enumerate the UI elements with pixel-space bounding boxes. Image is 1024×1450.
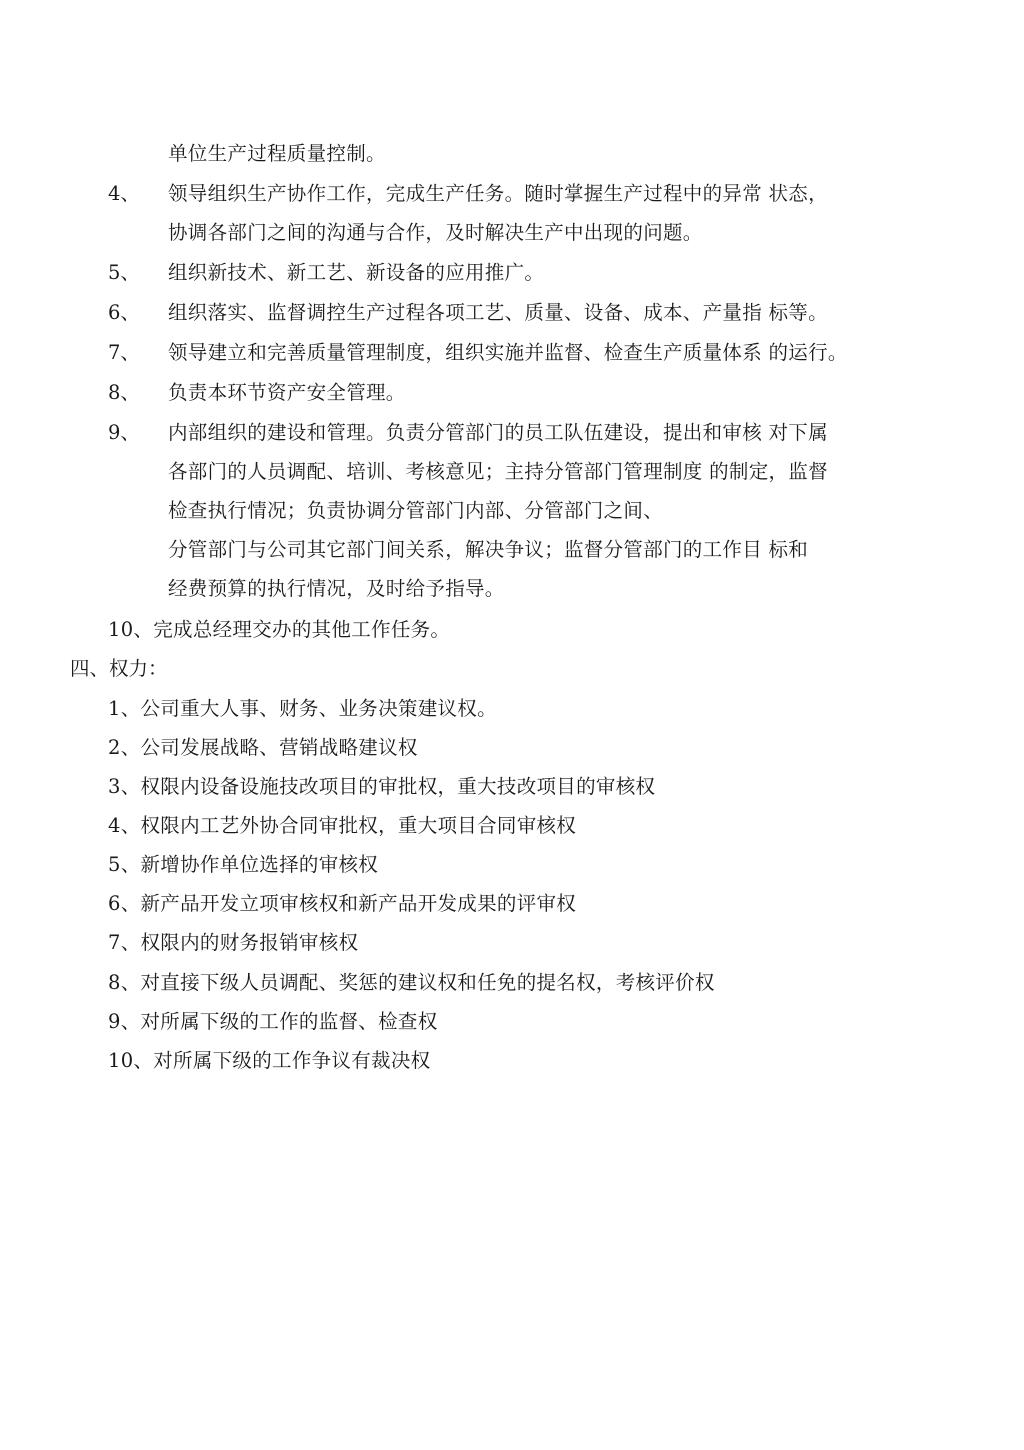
power-item: 5、新增协作单位选择的审核权 bbox=[108, 853, 379, 876]
duty-8-number: 8、 bbox=[108, 381, 140, 404]
power-item: 4、权限内工艺外协合同审批权，重大项目合同审核权 bbox=[108, 814, 577, 837]
duty-3-continuation: 单位生产过程质量控制。 bbox=[168, 142, 386, 165]
power-item: 9、对所属下级的工作的监督、检查权 bbox=[108, 1010, 438, 1033]
power-item: 7、权限内的财务报销审核权 bbox=[108, 931, 359, 954]
duty-8-line-1: 负责本环节资产安全管理。 bbox=[168, 381, 406, 404]
duty-5-number: 5、 bbox=[108, 261, 140, 284]
duty-4-line-2: 协调各部门之间的沟通与合作，及时解决生产中出现的问题。 bbox=[168, 221, 703, 244]
duty-9-line-2: 各部门的人员调配、培训、考核意见；主持分管部门管理制度 的制定，监督 bbox=[168, 460, 828, 483]
duty-9-number: 9、 bbox=[108, 421, 140, 444]
duty-7-line-1: 领导建立和完善质量管理制度，组织实施并监督、检查生产质量体系 的运行。 bbox=[168, 341, 848, 364]
power-item: 3、权限内设备设施技改项目的审批权，重大技改项目的审核权 bbox=[108, 775, 656, 798]
power-item: 6、新产品开发立项审核权和新产品开发成果的评审权 bbox=[108, 892, 577, 915]
duty-4-number: 4、 bbox=[108, 182, 140, 205]
duty-6-number: 6、 bbox=[108, 301, 140, 324]
power-item: 8、对直接下级人员调配、奖惩的建议权和任免的提名权，考核评价权 bbox=[108, 971, 715, 994]
duty-5-line-1: 组织新技术、新工艺、新设备的应用推广。 bbox=[168, 261, 545, 284]
powers-heading: 四、权力： bbox=[70, 657, 168, 680]
duty-10: 10、完成总经理交办的其他工作任务。 bbox=[108, 618, 451, 641]
duty-9-line-5: 经费预算的执行情况，及时给予指导。 bbox=[168, 577, 505, 600]
duty-9-line-4: 分管部门与公司其它部门间关系，解决争议；监督分管部门的工作目 标和 bbox=[168, 538, 809, 561]
duty-9-line-1: 内部组织的建设和管理。负责分管部门的员工队伍建设，提出和审核 对下属 bbox=[168, 421, 828, 444]
power-item: 10、对所属下级的工作争议有裁决权 bbox=[108, 1049, 431, 1072]
duty-9-line-3: 检查执行情况；负责协调分管部门内部、分管部门之间、 bbox=[168, 499, 664, 522]
power-item: 2、公司发展战略、营销战略建议权 bbox=[108, 736, 418, 759]
power-item: 1、公司重大人事、财务、业务决策建议权。 bbox=[108, 697, 497, 720]
duty-4-line-1: 领导组织生产协作工作，完成生产任务。随时掌握生产过程中的异常 状态， bbox=[168, 182, 828, 205]
duty-6-line-1: 组织落实、监督调控生产过程各项工艺、质量、设备、成本、产量指 标等。 bbox=[168, 301, 828, 324]
duty-7-number: 7、 bbox=[108, 341, 140, 364]
